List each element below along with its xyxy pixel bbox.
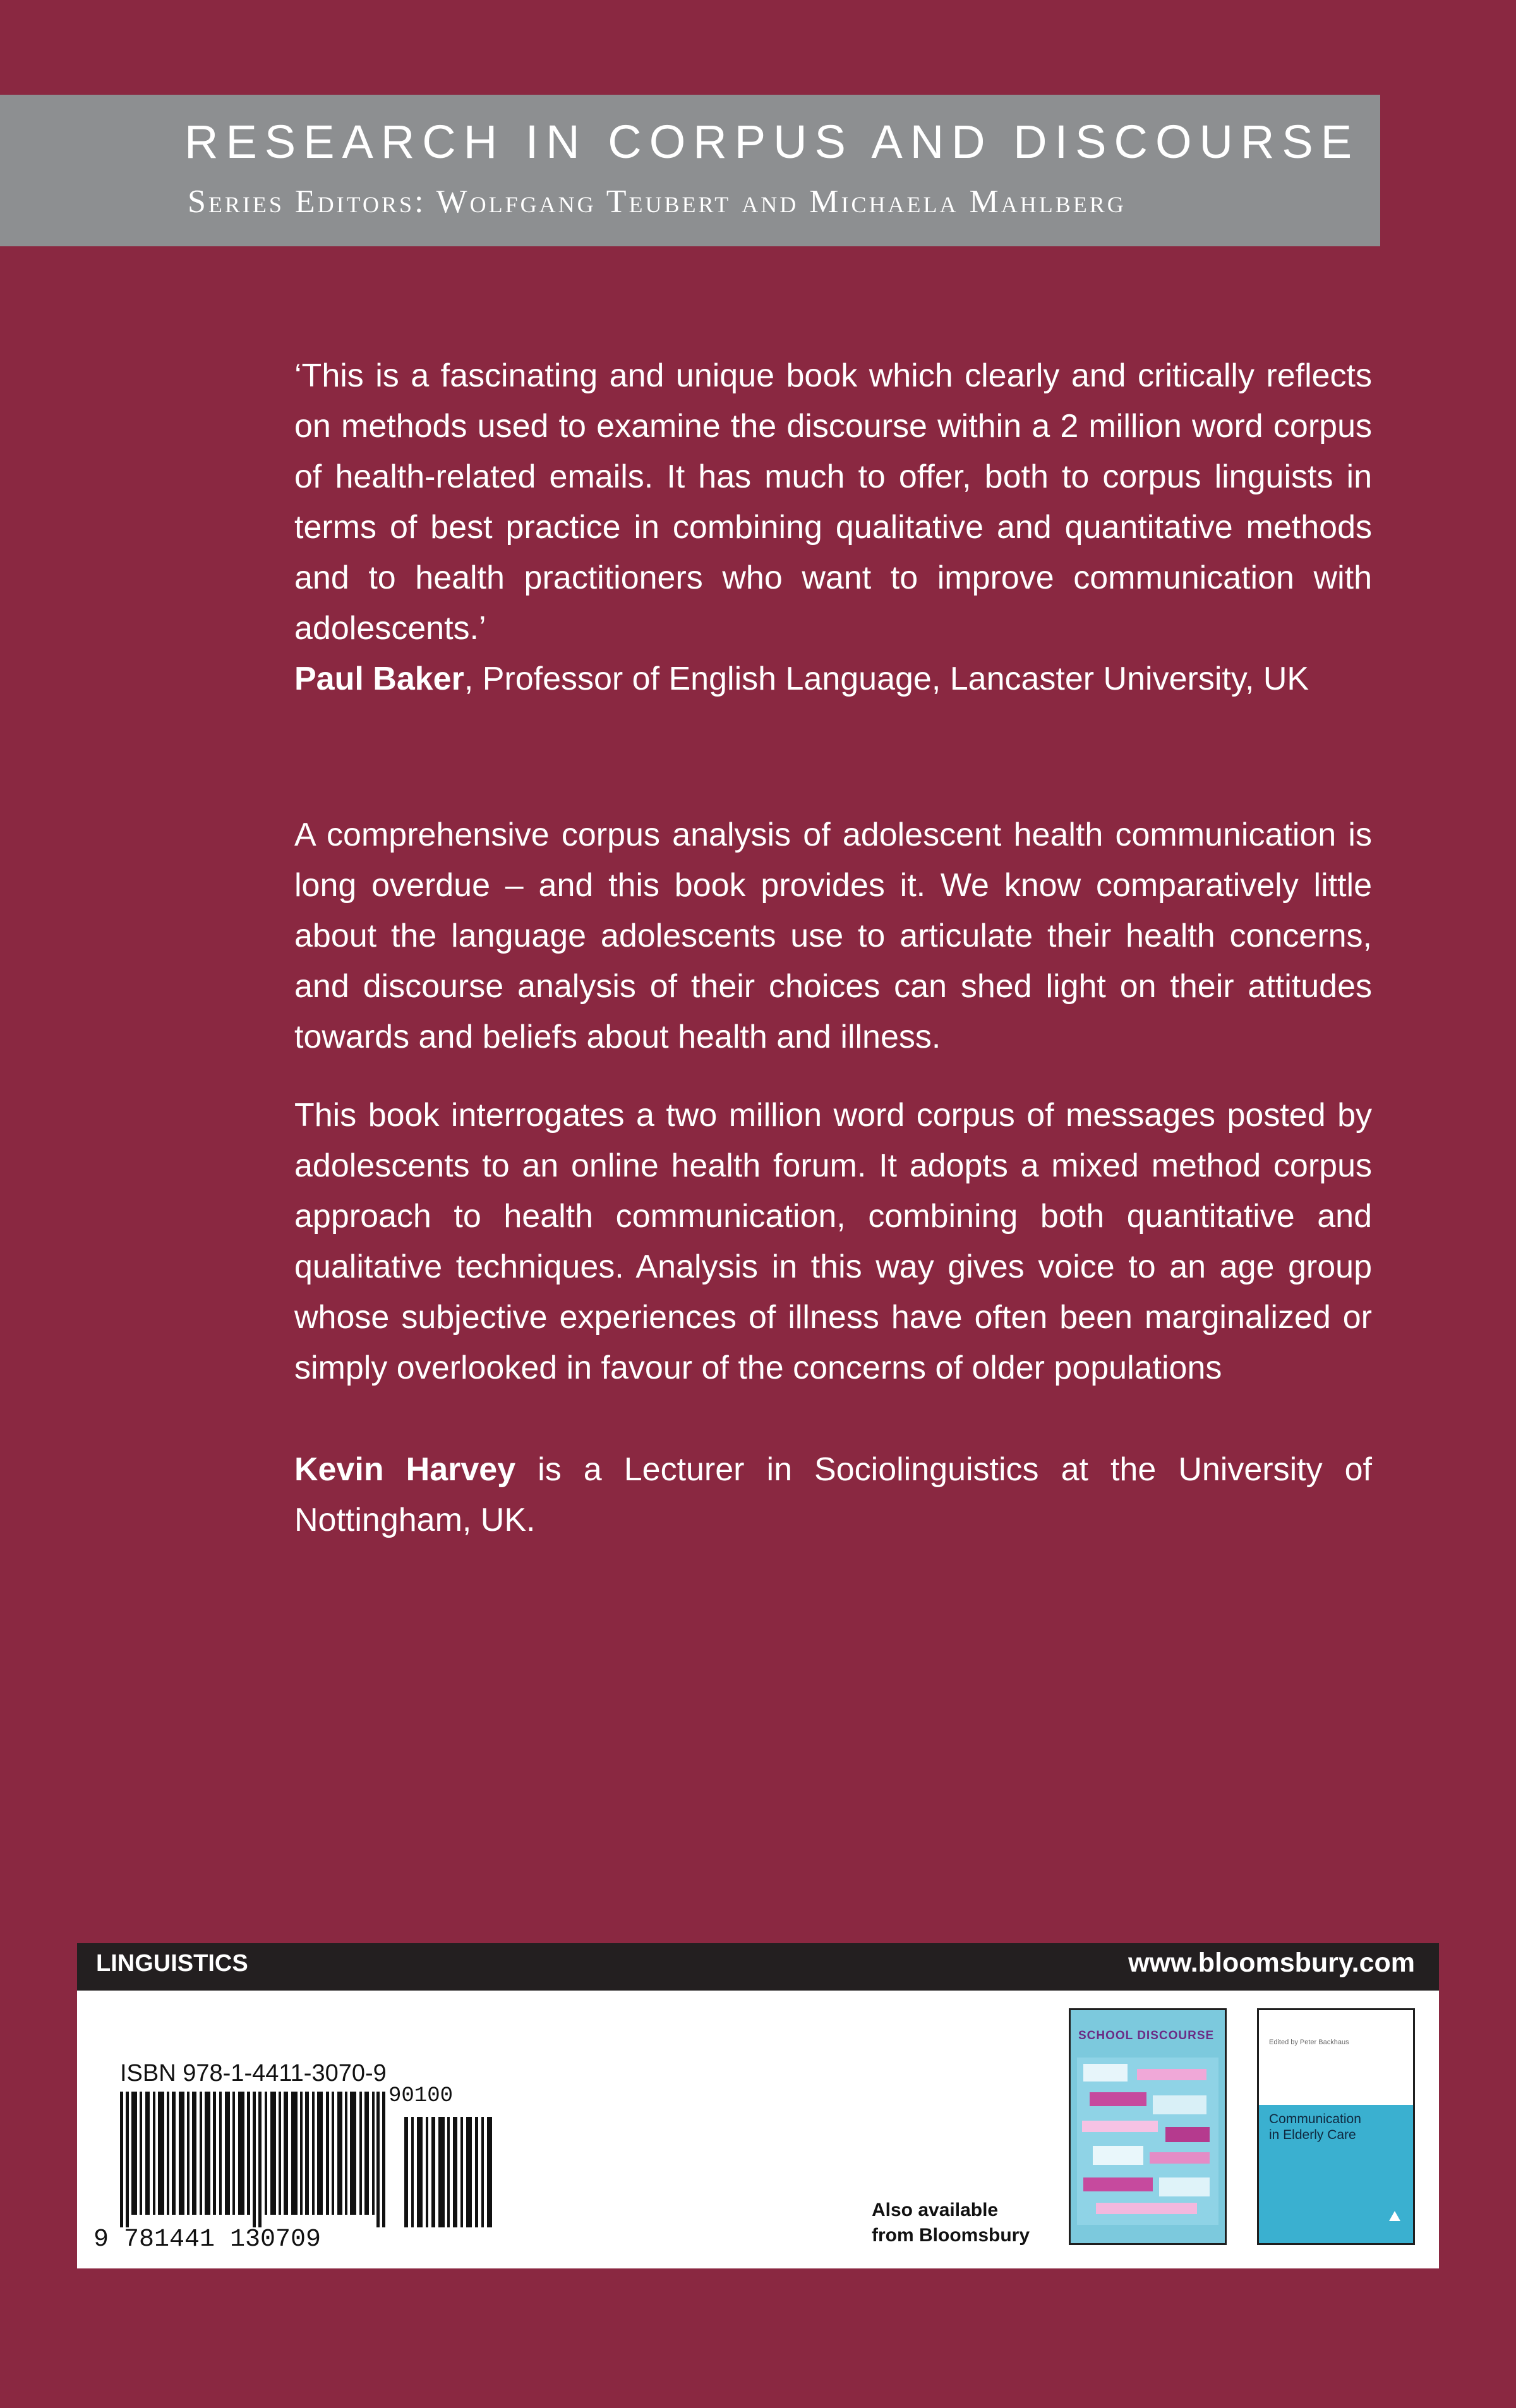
related-book-editor: Edited by Peter Backhaus [1269, 2039, 1349, 2046]
related-book-title-line-1: Communication [1269, 2112, 1361, 2126]
related-book-cover-elderly-care [1257, 2008, 1415, 2245]
series-title: RESEARCH IN CORPUS AND DISCOURSE [184, 116, 1360, 168]
related-book-title-line-2: in Elderly Care [1269, 2128, 1356, 2142]
description-paragraph-1-text: A comprehensive corpus analysis of adolescent health communication is long overdue – and this book provides it. We know comparatively little about the language adolescents use to articulate their health concerns, and discourse analysis of their choices can shed light on their attitudes towards and beliefs about health and illness. [294, 817, 1372, 1055]
also-available-label [872, 2198, 1061, 2248]
related-book-cover-school-discourse [1069, 2008, 1227, 2245]
description-paragraph-1 [294, 810, 1372, 1062]
publisher-website: www.bloomsbury.com [1128, 1948, 1415, 1978]
author-bio [294, 1444, 1372, 1545]
cover-top-panel [1259, 2010, 1413, 2105]
author-bio-text: is a Lecturer in Sociolinguistics at the University of Nottingham, UK. [294, 1451, 1372, 1538]
related-book-title: SCHOOL DISCOURSE [1078, 2029, 1215, 2042]
barcode-icon [120, 2092, 499, 2227]
price-code: 90100 [388, 2084, 454, 2108]
category-label: LINGUISTICS [96, 1950, 248, 1977]
isbn-text: ISBN 978-1-4411-3070-9 [120, 2060, 387, 2087]
barcode-number: 9 781441 130709 [93, 2225, 322, 2254]
series-editors: Series Editors: Wolfgang Teubert and Michaela Mahlberg [188, 184, 1126, 220]
endorser-affiliation: , Professor of English Language, Lancaster University, UK [464, 661, 1309, 697]
endorser-name: Paul Baker [294, 661, 464, 697]
description-paragraph-2-text: This book interrogates a two million word corpus of messages posted by adolescents to an online health forum. It adopts a mixed method corpus approach to health communication, combining both quantitative and qualitative techniques. Analysis in this way gives voice to an age group whose subjective experiences of illness have often been marginalized or simply overlooked in favour of the concerns of older populations [294, 1097, 1372, 1386]
author-name: Kevin Harvey [294, 1451, 516, 1488]
publisher-logo-icon [1389, 2211, 1400, 2221]
also-available-line-2: from Bloomsbury [872, 2225, 1030, 2246]
related-book-title [1269, 2111, 1408, 2143]
endorsement-attribution [294, 654, 1372, 704]
description-paragraph-2 [294, 1090, 1372, 1393]
endorsement-quote [294, 350, 1372, 654]
endorsement-quote-text: ‘This is a fascinating and unique book which clearly and critically reflects on methods used to examine the discourse within a 2 million word corpus of health-related emails. It has much to offer, both to corpus linguists in terms of best practice in combining qualitative and quantitative methods and to health practitioners who want to improve communication with adolescents.’ [294, 357, 1372, 647]
cover-collage-image [1077, 2058, 1218, 2225]
also-available-line-1: Also available [872, 2200, 999, 2220]
